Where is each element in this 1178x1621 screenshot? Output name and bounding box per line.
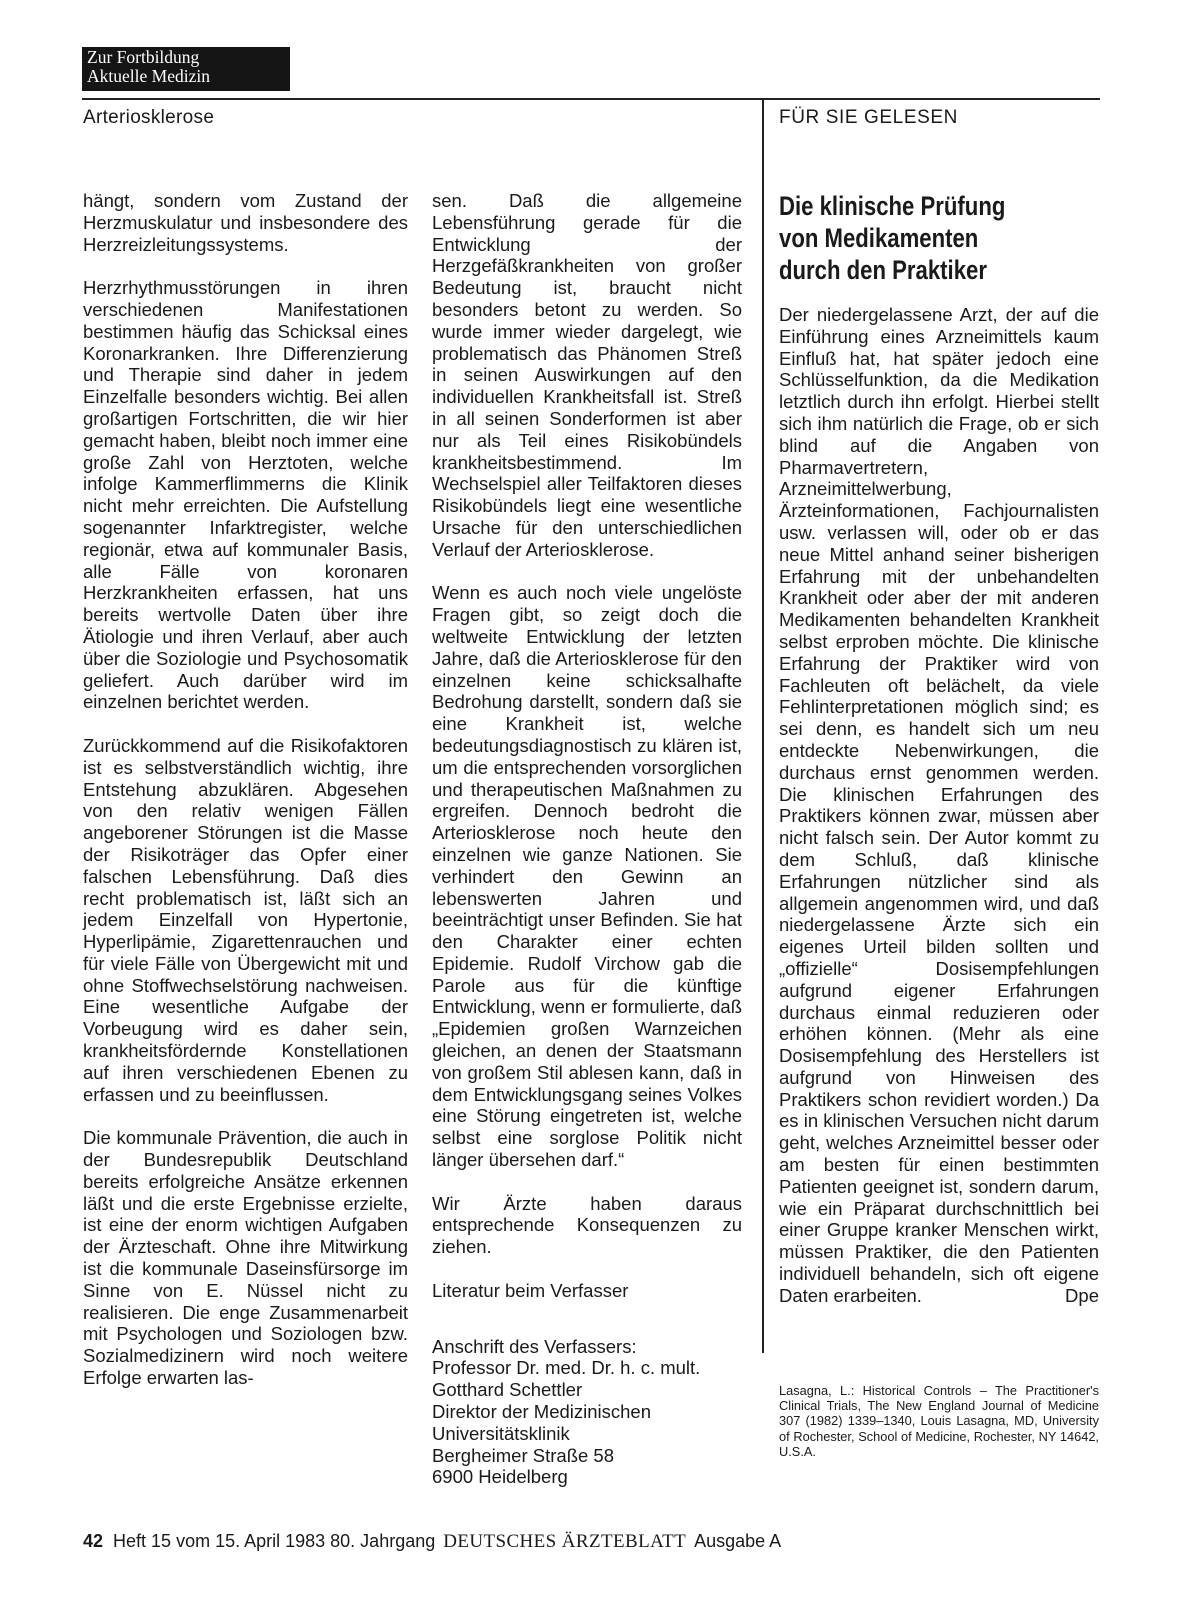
journal-name: DEUTSCHES ÄRZTEBLATT: [443, 1531, 687, 1552]
headline-line: Die klinische Prüfung: [779, 191, 1006, 221]
paragraph: Wenn es auch noch viele ungelöste Fragen gibt, so zeigt doch die weltweite Entwicklung der letzten Jahre, daß die Arteriosklerose für den einzelnen keine schicksalhafte Bedrohung darstellt, sondern daß sie eine Krankheit ist, welche bedeutungsdiagnostisch zu klären ist, um die entsprechenden vorsorglichen und therapeutischen Maßnahmen zu ergreifen. Dennoch bedroht die Arteriosklerose noch heute den einzelnen wie ganze Nationen. Sie verhindert den Gewinn an lebenswerten Jahren und beeinträchtigt unser Befinden. Sie hat den Charakter einer echten Epidemie. Rudolf Virchow gab die Parole aus für die künftige Entwicklung, wenn er formulierte, daß „Epidemien großen Warnzeichen gleichen, an denen der Staatsmann von großem Stil ablesen kann, daß in dem Entwicklungsgang seines Volkes eine Störung eingetreten ist, welche selbst eine sorglose Politik nicht länger übersehen darf.“: [432, 582, 742, 1171]
page-footer: [83, 1531, 781, 1553]
address-line: Gotthard Schettler: [432, 1379, 583, 1401]
article-headline: [779, 190, 1041, 286]
literature-note: Literatur beim Verfasser: [432, 1279, 629, 1301]
column-divider: [762, 98, 764, 1353]
paragraph: Zurückkommend auf die Risikofaktoren ist es selbstverständlich wichtig, ihre Entstehung abzuklären. Abgesehen von den relativ wenigen Fällen angeborener Störungen ist die Masse der Risikoträger das Opfer einer falschen Lebensführung. Daß dies recht problematisch ist, läßt sich an jedem Einzelfall von Hypertonie, Hyperlipämie, Zigarettenrauchen und für viele Fälle von Übergewicht mit und ohne Stoffwechselstörung nachweisen. Eine wesentliche Aufgabe der Vorbeugung wird es daher sein, krankheitsfördernde Konstellationen auf ihren verschiedenen Ebenen zu erfassen und zu beeinflussen.: [83, 734, 408, 1105]
address-line: 6900 Heidelberg: [432, 1466, 568, 1488]
paragraph: hängt, sondern vom Zustand der Herzmuskulatur und insbesondere des Herzreizleitungssystems.: [83, 190, 408, 255]
paragraph: Herzrhythmusstörungen in ihren verschiedenen Manifestationen bestimmen häufig das Schicksal eines Koronarkranken. Ihre Differenzierung und Therapie sind daher in jedem Einzelfalle besonders wichtig. Bei allen großartigen Fortschritten, die wir hier gemacht haben, bleibt noch immer eine große Zahl von Herztoten, welche infolge Kammerflimmerns die Klinik nicht mehr erreichten. Die Aufstellung sogenannter Infarktregister, welche regionär, etwa auf kommunaler Basis, alle Fälle von koronaren Herzkrankheiten erfassen, hat uns bereits wertvolle Daten über ihre Ätiologie und ihren Verlauf, aber auch über die Soziologie und Psychosomatik geliefert. Auch darüber wird im einzelnen berichtet werden.: [83, 277, 408, 713]
author-signature: Dpe: [1065, 1284, 1099, 1306]
reference-citation: Lasagna, L.: Historical Controls – The Practitioner's Clinical Trials, The New England Journal of Medicine 307 (1982) 1339–1340, Louis Lasagna, MD, University of Rochester, School of Medicine, Rochester, NY 14642, U.S.A.: [779, 1383, 1099, 1459]
article-column-2: [432, 190, 742, 1488]
article-column-1: [83, 190, 408, 1389]
paragraph: sen. Daß die allgemeine Lebensführung gerade für die Entwicklung der Herzgefäßkrankheiten von großer Bedeutung ist, braucht nicht besonders betont zu werden. So wurde immer wieder dargelegt, wie problematisch das Phänomen Streß in seinen Auswirkungen auf den individuellen Krankheitsfall ist. Streß in all seinen Sonderformen ist aber nur als Teil eines Risikobündels krankheitsbestimmend. Im Wechselspiel aller Teilfaktoren dieses Risikobündels liegt eine wesentliche Ursache für den unterschiedlichen Verlauf der Arteriosklerose.: [432, 190, 742, 560]
article-column-3: [779, 304, 1099, 1307]
address-line: Professor Dr. med. Dr. h. c. mult.: [432, 1357, 701, 1379]
section-title-left: Arteriosklerose: [83, 107, 215, 128]
paragraph: Wir Ärzte haben daraus entsprechende Konsequenzen zu ziehen.: [432, 1192, 742, 1258]
headline-line: von Medikamenten: [779, 223, 979, 253]
address-line: Bergheimer Straße 58: [432, 1444, 615, 1466]
headline-line: durch den Praktiker: [779, 255, 987, 285]
paragraph: [779, 304, 1099, 1307]
section-badge: [82, 47, 290, 91]
edition-label: Ausgabe A: [694, 1531, 782, 1551]
badge-line-2: Aktuelle Medizin: [87, 66, 210, 86]
page-number: 42: [83, 1531, 104, 1551]
issue-info: Heft 15 vom 15. April 1983 80. Jahrgang: [113, 1531, 436, 1551]
body-text: Der niedergelassene Arzt, der auf die Einführung eines Arzneimittels kaum Einfluß hat, hat später jedoch eine Schlüsselfunktion, da die Medikation letztlich durch ihn erfolgt. Hierbei stellt sich ihm natürlich die Frage, ob er sich blind auf die Angaben von Pharmavertretern, Arzneimittelwerbung, Ärzteinformationen, Fachjournalisten usw. verlassen will, oder ob er das neue Mittel anhand seiner bisherigen Erfahrung mit der unbehandelten Krankheit oder aber der mit anderen Medikamenten behandelten Krankheit selbst erproben möchte. Die klinische Erfahrung der Praktiker wird von Fachleuten oft belächelt, da viele Fehlinterpretationen möglich sind; es sei denn, es handelt sich um neu entdeckte Nebenwirkungen, die durchaus ernst genommen werden. Die klinischen Erfahrungen des Praktikers können zwar, müssen aber nicht falsch sein. Der Autor kommt zu dem Schluß, daß klinische Erfahrungen nützlicher sind als allgemein angenommen wird, und daß niedergelassene Ärzte sich ein eigenes Urteil bilden sollten und „offizielle“ Dosisempfehlungen aufgrund eigener Erfahrungen durchaus einmal reduzieren oder erhöhen können. (Mehr als eine Dosisempfehlung des Herstellers ist aufgrund von Hinweisen des Praktikers schon revidiert worden.) Da es in klinischen Versuchen nicht darum geht, welches Arzneimittel besser oder am besten für einen bestimmten Patienten geeignet ist, sondern darum, wie ein Präparat durchschnittlich bei einer Gruppe kranker Menschen wirkt, müssen Praktiker, die den Patienten individuell behandeln, sich oft eigene Daten erarbeiten.: [779, 304, 1099, 1306]
section-title-right: FÜR SIE GELESEN: [779, 107, 958, 128]
address-line: Direktor der Medizinischen: [432, 1401, 652, 1423]
badge-line-1: Zur Fortbildung: [87, 47, 200, 67]
paragraph: Die kommunale Prävention, die auch in der Bundesrepublik Deutschland bereits erfolgreiche Ansätze erkennen läßt und die erste Ergebnisse erzielte, ist eine der enorm wichtigen Aufgaben der Ärzteschaft. Ohne ihre Mitwirkung ist die kommunale Daseinsfürsorge im Sinne von E. Nüssel nicht zu realisieren. Die enge Zusammenarbeit mit Psychologen und Soziologen bzw. Sozialmedizinern wird noch weitere Erfolge erwarten las-: [83, 1127, 408, 1389]
address-line: Universitätsklinik: [432, 1422, 570, 1444]
address-line: Anschrift des Verfassers:: [432, 1335, 637, 1357]
author-address: [432, 1336, 742, 1489]
header-rule: [82, 98, 1100, 100]
